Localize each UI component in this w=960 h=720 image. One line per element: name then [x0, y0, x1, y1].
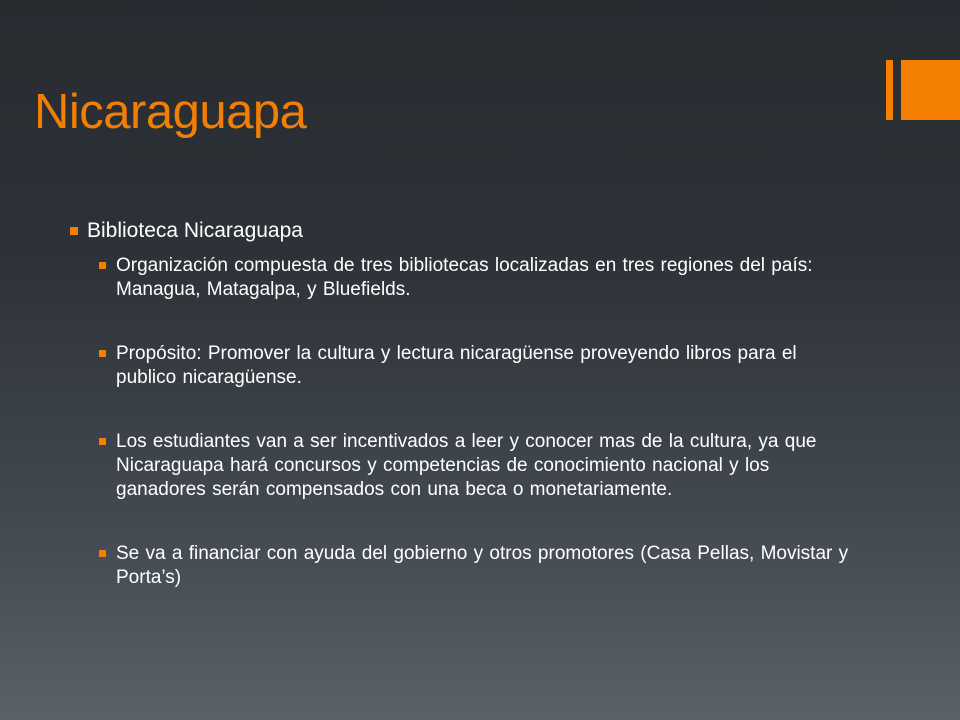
- bullet-heading-text: Biblioteca Nicaraguapa: [87, 219, 303, 242]
- sub-bullet-text: Propósito: Promover la cultura y lectura nicaragüense proveyendo libros para el publico nicaragüense.: [116, 343, 797, 388]
- logo-square-icon: [901, 60, 960, 120]
- sub-bullet-proposito: [70, 342, 860, 390]
- logo-bar-icon: [886, 60, 893, 120]
- square-bullet-icon: [70, 227, 78, 235]
- sub-bullet-text: Los estudiantes van a ser incentivados a leer y conocer mas de la cultura, ya que Nicaraguapa hará concursos y competencias de conocimiento nacional y los ganadores serán compensados con una beca o monetariamente.: [116, 431, 817, 500]
- sub-bullet-organizacion: [70, 254, 860, 302]
- bullet-heading: [70, 218, 860, 244]
- slide-title: Nicaraguapa: [34, 85, 307, 139]
- sub-bullet-estudiantes: [70, 430, 860, 502]
- slide-content: [70, 218, 860, 590]
- square-bullet-icon: [99, 550, 106, 557]
- sub-bullet-text: Se va a financiar con ayuda del gobierno y otros promotores (Casa Pellas, Movistar y Porta’s): [116, 543, 849, 588]
- square-bullet-icon: [99, 350, 106, 357]
- square-bullet-icon: [99, 262, 106, 269]
- sub-bullet-text: Organización compuesta de tres bibliotecas localizadas en tres regiones del país: Managua, Matagalpa, y Bluefields.: [116, 255, 813, 300]
- square-bullet-icon: [99, 438, 106, 445]
- sub-bullet-financiamiento: [70, 542, 860, 590]
